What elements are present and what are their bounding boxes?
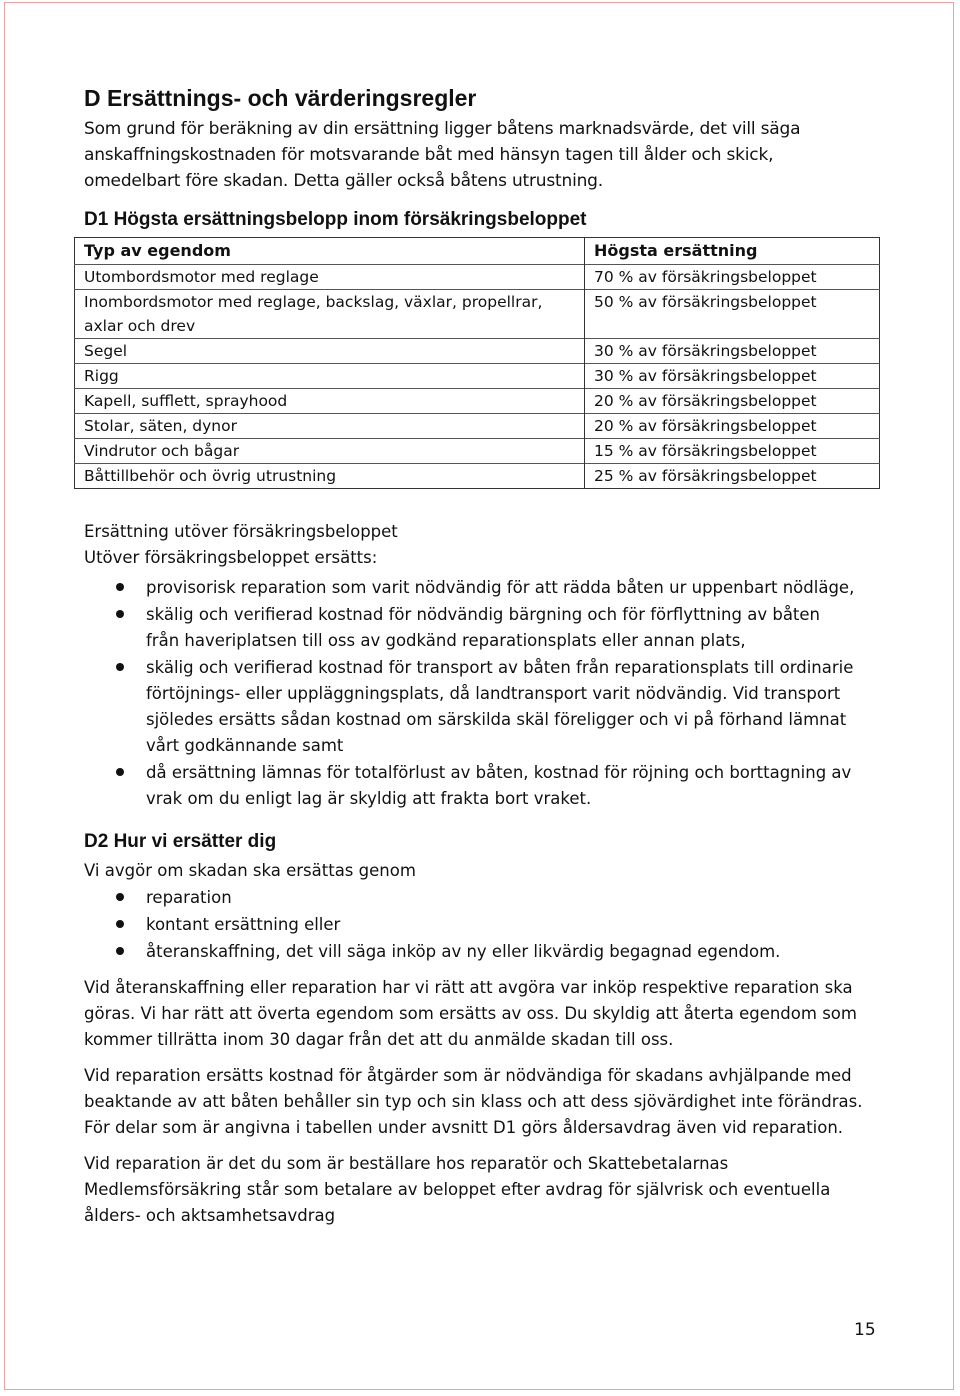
max-compensation-cell: 15 % av försäkringsbeloppet — [585, 439, 880, 464]
table-row — [75, 290, 880, 339]
section-d-heading: D Ersättnings- och värderingsregler — [84, 85, 477, 111]
intro-line: omedelbart före skadan. Detta gäller också båtens utrustning. — [84, 171, 603, 191]
property-type-cell: Båttillbehör och övrig utrustning — [75, 464, 585, 489]
table-row — [75, 339, 880, 364]
list-item-line: sjöledes ersätts sådan kostnad om särskilda skäl föreligger och vi på förhand lämnat — [146, 710, 847, 729]
max-compensation-cell: 20 % av försäkringsbeloppet — [585, 389, 880, 414]
list-item-line: återanskaffning, det vill säga inköp av ny eller likvärdig begagnad egendom. — [146, 942, 781, 961]
property-type-cell: Vindrutor och bågar — [75, 439, 585, 464]
max-compensation-cell: 20 % av försäkringsbeloppet — [585, 414, 880, 439]
table-row — [75, 389, 880, 414]
table-row — [75, 364, 880, 389]
paragraph-line: kommer tillrätta inom 30 dagar från det att du anmälde skadan till oss. — [84, 1030, 674, 1049]
bullet-icon — [116, 947, 124, 955]
list-item-line: skälig och verifierad kostnad för transport av båten från reparationsplats till ordinarie — [146, 658, 854, 677]
property-type-cell: Stolar, säten, dynor — [75, 414, 585, 439]
list-item-line: vrak om du enligt lag är skyldig att frakta bort vraket. — [146, 789, 592, 808]
paragraph-line: Vid reparation ersätts kostnad för åtgärder som är nödvändiga för skadans avhjälpande med — [84, 1066, 852, 1085]
max-compensation-cell: 70 % av försäkringsbeloppet — [585, 265, 880, 290]
list-item — [84, 760, 884, 812]
d2-lead: Vi avgör om skadan ska ersättas genom — [84, 861, 416, 880]
paragraph-line: Vid reparation är det du som är beställare hos reparatör och Skattebetalarnas — [84, 1154, 729, 1173]
bullet-icon — [116, 583, 124, 591]
table-row — [75, 414, 880, 439]
paragraph-line: ålders- och aktsamhetsavdrag — [84, 1206, 336, 1225]
property-type-cell: Inombordsmotor med reglage, backslag, växlar, propellrar, axlar och drev — [75, 290, 585, 339]
d2-heading: D2 Hur vi ersätter dig — [84, 831, 277, 852]
max-compensation-cell: 30 % av försäkringsbeloppet — [585, 364, 880, 389]
table-row — [75, 265, 880, 290]
max-compensation-cell: 30 % av försäkringsbeloppet — [585, 339, 880, 364]
paragraph-line: göras. Vi har rätt att överta egendom som ersätts av oss. Du skyldig att återta egendom som — [84, 1004, 857, 1023]
paragraph — [84, 975, 884, 1053]
list-item — [84, 602, 884, 654]
paragraph-line: Vid återanskaffning eller reparation har vi rätt att avgöra var inköp respektive reparation ska — [84, 978, 853, 997]
list-item — [84, 655, 884, 759]
extra-compensation-section — [84, 519, 884, 812]
list-item-line: då ersättning lämnas för totalförlust av båten, kostnad för röjning och borttagning av — [146, 763, 852, 782]
table-row — [75, 464, 880, 489]
extra-lead: Utöver försäkringsbeloppet ersätts: — [84, 548, 378, 567]
list-item-line: skälig och verifierad kostnad för nödvändig bärgning och för förflyttning av båten — [146, 605, 821, 624]
bullet-icon — [116, 893, 124, 901]
document-content — [84, 84, 884, 1229]
list-item — [84, 885, 884, 911]
list-item-line: från haveriplatsen till oss av godkänd reparationsplats eller annan plats, — [146, 631, 746, 650]
intro-line: Som grund för beräkning av din ersättning ligger båtens marknadsvärde, det vill säga — [84, 119, 801, 139]
list-item — [84, 575, 884, 601]
page-number: 15 — [854, 1320, 876, 1340]
paragraph — [84, 1151, 884, 1229]
extra-bullet-list — [84, 575, 884, 812]
property-type-cell: Segel — [75, 339, 585, 364]
max-compensation-cell: 25 % av försäkringsbeloppet — [585, 464, 880, 489]
intro-line: anskaffningskostnaden för motsvarande båt med hänsyn tagen till ålder och skick, — [84, 145, 774, 165]
property-type-cell: Utombordsmotor med reglage — [75, 265, 585, 290]
paragraph-line: beaktande av att båten behåller sin typ och sin klass och att dess sjövärdighet inte förändras. — [84, 1092, 863, 1111]
compensation-table — [74, 237, 880, 489]
column-header-property-type: Typ av egendom — [75, 238, 585, 265]
d2-bullet-list — [84, 885, 884, 965]
list-item — [84, 912, 884, 938]
table-row — [75, 439, 880, 464]
paragraph-line: Medlemsförsäkring står som betalare av beloppet efter avdrag för självrisk och eventuella — [84, 1180, 831, 1199]
intro-paragraph — [84, 116, 884, 194]
list-item-line: kontant ersättning eller — [146, 915, 341, 934]
bullet-icon — [116, 920, 124, 928]
bullet-icon — [116, 663, 124, 671]
paragraph — [84, 1063, 884, 1141]
column-header-max-compensation: Högsta ersättning — [594, 241, 758, 260]
bullet-icon — [116, 610, 124, 618]
d1-heading: D1 Högsta ersättningsbelopp inom försäkringsbeloppet — [84, 209, 587, 230]
extra-title: Ersättning utöver försäkringsbeloppet — [84, 522, 398, 541]
list-item — [84, 939, 884, 965]
max-compensation-cell: 50 % av försäkringsbeloppet — [585, 290, 880, 339]
list-item-line: provisorisk reparation som varit nödvändig för att rädda båten ur uppenbart nödläge, — [146, 578, 855, 597]
property-type-cell: Rigg — [75, 364, 585, 389]
paragraph-line: För delar som är angivna i tabellen under avsnitt D1 görs åldersavdrag även vid reparation. — [84, 1118, 844, 1137]
table-header-row — [75, 238, 880, 265]
list-item-line: förtöjnings- eller uppläggningsplats, då landtransport varit nödvändig. Vid transport — [146, 684, 841, 703]
bullet-icon — [116, 768, 124, 776]
property-type-cell: Kapell, sufflett, sprayhood — [75, 389, 585, 414]
list-item-line: reparation — [146, 888, 232, 907]
list-item-line: vårt godkännande samt — [146, 736, 344, 755]
